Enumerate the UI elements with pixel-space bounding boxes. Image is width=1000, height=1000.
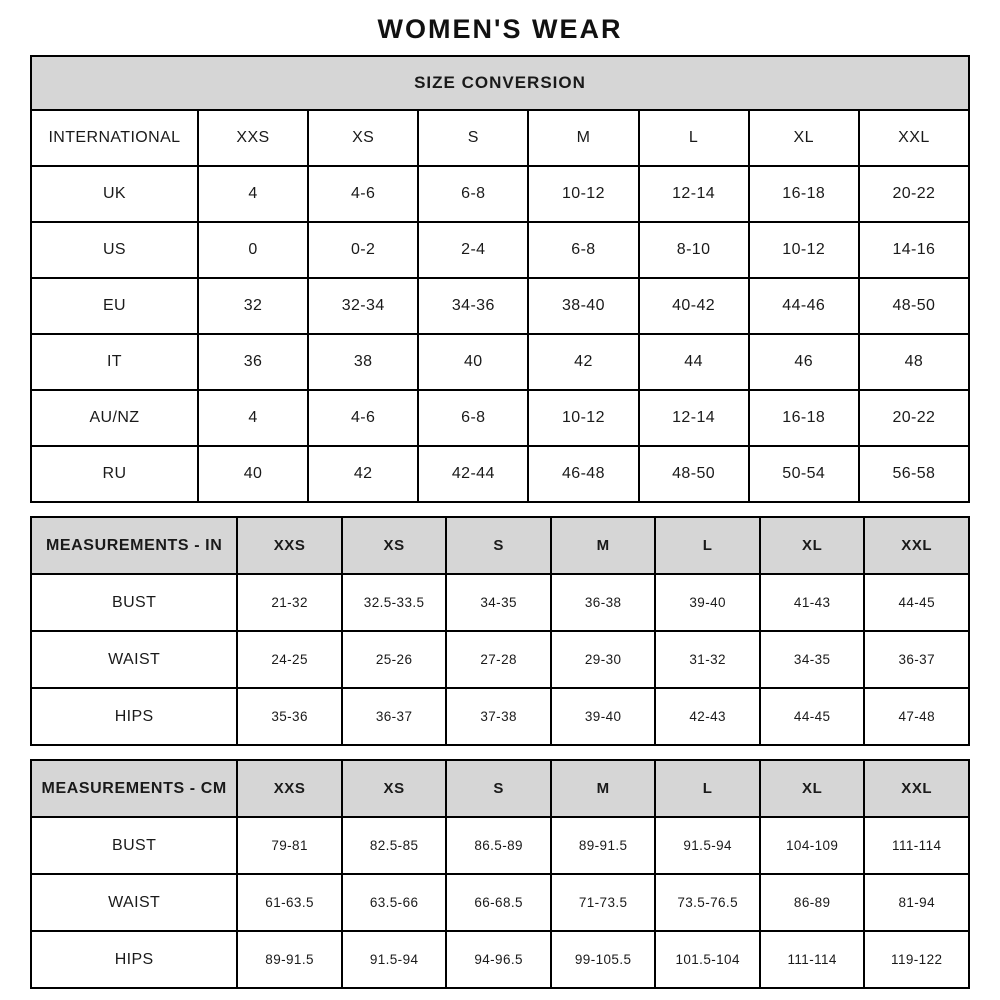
table-row bbox=[31, 446, 969, 502]
size-cell: 91.5-94 bbox=[342, 931, 447, 988]
row-label: AU/NZ bbox=[31, 390, 198, 446]
size-cell: 36 bbox=[198, 334, 308, 390]
col-header: INTERNATIONAL bbox=[31, 110, 198, 166]
size-cell: 20-22 bbox=[859, 166, 969, 222]
size-cell: 27-28 bbox=[446, 631, 551, 688]
size-cell: 25-26 bbox=[342, 631, 447, 688]
size-cell: 44 bbox=[639, 334, 749, 390]
row-label: EU bbox=[31, 278, 198, 334]
size-cell: 10-12 bbox=[528, 390, 638, 446]
table-row bbox=[31, 874, 969, 931]
row-label: BUST bbox=[31, 574, 237, 631]
row-label: UK bbox=[31, 166, 198, 222]
size-chart-page bbox=[30, 14, 970, 989]
size-cell: 48-50 bbox=[859, 278, 969, 334]
size-cell: 34-35 bbox=[760, 631, 865, 688]
col-header: XS bbox=[342, 517, 447, 574]
size-cell: 38-40 bbox=[528, 278, 638, 334]
size-cell: 34-36 bbox=[418, 278, 528, 334]
size-cell: 56-58 bbox=[859, 446, 969, 502]
col-header: XL bbox=[760, 760, 865, 817]
size-cell: 14-16 bbox=[859, 222, 969, 278]
table-row bbox=[31, 931, 969, 988]
size-cell: 35-36 bbox=[237, 688, 342, 745]
size-cell: 4-6 bbox=[308, 390, 418, 446]
size-cell: 42 bbox=[308, 446, 418, 502]
size-cell: 6-8 bbox=[418, 166, 528, 222]
size-cell: 46 bbox=[749, 334, 859, 390]
size-cell: 16-18 bbox=[749, 166, 859, 222]
size-cell: 32 bbox=[198, 278, 308, 334]
row-label: BUST bbox=[31, 817, 237, 874]
size-cell: 36-37 bbox=[864, 631, 969, 688]
size-cell: 4-6 bbox=[308, 166, 418, 222]
size-cell: 41-43 bbox=[760, 574, 865, 631]
col-header: XS bbox=[308, 110, 418, 166]
size-cell: 10-12 bbox=[528, 166, 638, 222]
row-label: US bbox=[31, 222, 198, 278]
table-header-row bbox=[31, 760, 969, 817]
size-cell: 40-42 bbox=[639, 278, 749, 334]
table-row bbox=[31, 278, 969, 334]
size-cell: 6-8 bbox=[418, 390, 528, 446]
row-label: WAIST bbox=[31, 874, 237, 931]
size-cell: 39-40 bbox=[655, 574, 760, 631]
table-row bbox=[31, 334, 969, 390]
size-cell: 10-12 bbox=[749, 222, 859, 278]
row-label: HIPS bbox=[31, 688, 237, 745]
col-header: XXS bbox=[237, 517, 342, 574]
size-cell: 61-63.5 bbox=[237, 874, 342, 931]
page-title: WOMEN'S WEAR bbox=[377, 14, 623, 44]
size-cell: 44-45 bbox=[864, 574, 969, 631]
size-cell: 50-54 bbox=[749, 446, 859, 502]
col-header: S bbox=[446, 517, 551, 574]
size-cell: 42-43 bbox=[655, 688, 760, 745]
row-label: WAIST bbox=[31, 631, 237, 688]
size-cell: 40 bbox=[198, 446, 308, 502]
table-row bbox=[31, 631, 969, 688]
size-cell: 81-94 bbox=[864, 874, 969, 931]
col-header: S bbox=[446, 760, 551, 817]
size-cell: 86.5-89 bbox=[446, 817, 551, 874]
size-cell: 48-50 bbox=[639, 446, 749, 502]
size-cell: 42 bbox=[528, 334, 638, 390]
col-header: M bbox=[551, 517, 656, 574]
col-header: XXL bbox=[859, 110, 969, 166]
col-header: XXS bbox=[198, 110, 308, 166]
size-cell: 111-114 bbox=[864, 817, 969, 874]
size-conversion-table bbox=[30, 55, 970, 503]
col-header: XXL bbox=[864, 517, 969, 574]
size-cell: 42-44 bbox=[418, 446, 528, 502]
table-header-row bbox=[31, 110, 969, 166]
size-cell: 4 bbox=[198, 390, 308, 446]
size-cell: 21-32 bbox=[237, 574, 342, 631]
table-title: SIZE CONVERSION bbox=[31, 56, 969, 110]
measurements-cm-section bbox=[30, 759, 970, 989]
size-cell: 94-96.5 bbox=[446, 931, 551, 988]
row-label: IT bbox=[31, 334, 198, 390]
measurements-in-section bbox=[30, 516, 970, 746]
size-cell: 66-68.5 bbox=[446, 874, 551, 931]
size-cell: 31-32 bbox=[655, 631, 760, 688]
size-cell: 2-4 bbox=[418, 222, 528, 278]
size-cell: 8-10 bbox=[639, 222, 749, 278]
size-conversion-section bbox=[30, 55, 970, 503]
size-cell: 91.5-94 bbox=[655, 817, 760, 874]
size-cell: 37-38 bbox=[446, 688, 551, 745]
size-cell: 40 bbox=[418, 334, 528, 390]
size-cell: 16-18 bbox=[749, 390, 859, 446]
size-cell: 32.5-33.5 bbox=[342, 574, 447, 631]
size-cell: 71-73.5 bbox=[551, 874, 656, 931]
col-header: XL bbox=[760, 517, 865, 574]
size-cell: 44-46 bbox=[749, 278, 859, 334]
size-cell: 6-8 bbox=[528, 222, 638, 278]
table-header-row bbox=[31, 517, 969, 574]
col-header: MEASUREMENTS - CM bbox=[31, 760, 237, 817]
col-header: M bbox=[551, 760, 656, 817]
size-cell: 44-45 bbox=[760, 688, 865, 745]
col-header: XL bbox=[749, 110, 859, 166]
size-cell: 86-89 bbox=[760, 874, 865, 931]
table-row bbox=[31, 166, 969, 222]
col-header: MEASUREMENTS - IN bbox=[31, 517, 237, 574]
size-cell: 48 bbox=[859, 334, 969, 390]
col-header: M bbox=[528, 110, 638, 166]
table-row bbox=[31, 574, 969, 631]
row-label: HIPS bbox=[31, 931, 237, 988]
size-cell: 29-30 bbox=[551, 631, 656, 688]
col-header: XXL bbox=[864, 760, 969, 817]
size-cell: 46-48 bbox=[528, 446, 638, 502]
size-cell: 89-91.5 bbox=[551, 817, 656, 874]
size-cell: 39-40 bbox=[551, 688, 656, 745]
size-cell: 99-105.5 bbox=[551, 931, 656, 988]
measurements-cm-table bbox=[30, 759, 970, 989]
size-cell: 47-48 bbox=[864, 688, 969, 745]
row-label: RU bbox=[31, 446, 198, 502]
col-header: XXS bbox=[237, 760, 342, 817]
size-cell: 101.5-104 bbox=[655, 931, 760, 988]
size-cell: 119-122 bbox=[864, 931, 969, 988]
size-cell: 12-14 bbox=[639, 166, 749, 222]
table-row bbox=[31, 390, 969, 446]
size-cell: 32-34 bbox=[308, 278, 418, 334]
table-caption-row bbox=[31, 56, 969, 110]
table-row bbox=[31, 688, 969, 745]
col-header: XS bbox=[342, 760, 447, 817]
size-cell: 4 bbox=[198, 166, 308, 222]
size-cell: 79-81 bbox=[237, 817, 342, 874]
col-header: L bbox=[655, 517, 760, 574]
size-cell: 89-91.5 bbox=[237, 931, 342, 988]
size-cell: 38 bbox=[308, 334, 418, 390]
col-header: L bbox=[655, 760, 760, 817]
size-cell: 36-38 bbox=[551, 574, 656, 631]
size-cell: 63.5-66 bbox=[342, 874, 447, 931]
col-header: L bbox=[639, 110, 749, 166]
measurements-in-table bbox=[30, 516, 970, 746]
size-cell: 24-25 bbox=[237, 631, 342, 688]
size-cell: 111-114 bbox=[760, 931, 865, 988]
col-header: S bbox=[418, 110, 528, 166]
size-cell: 73.5-76.5 bbox=[655, 874, 760, 931]
size-cell: 0-2 bbox=[308, 222, 418, 278]
table-row bbox=[31, 817, 969, 874]
size-cell: 34-35 bbox=[446, 574, 551, 631]
size-cell: 82.5-85 bbox=[342, 817, 447, 874]
size-cell: 104-109 bbox=[760, 817, 865, 874]
size-cell: 0 bbox=[198, 222, 308, 278]
size-cell: 12-14 bbox=[639, 390, 749, 446]
size-cell: 36-37 bbox=[342, 688, 447, 745]
table-row bbox=[31, 222, 969, 278]
size-cell: 20-22 bbox=[859, 390, 969, 446]
